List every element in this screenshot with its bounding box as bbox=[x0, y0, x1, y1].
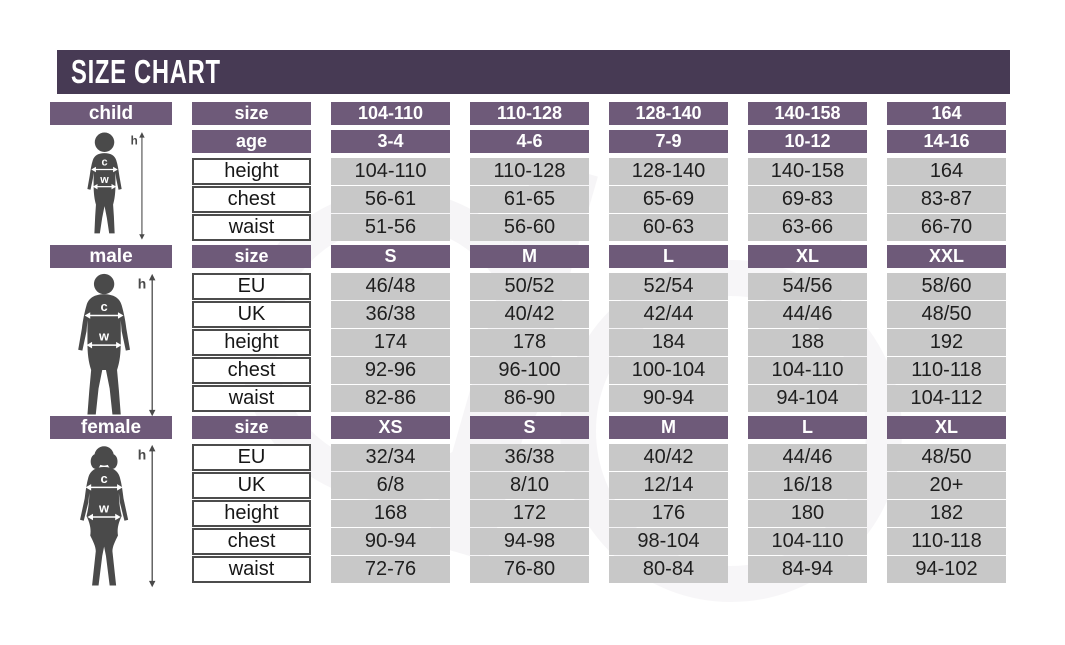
value-cell: 80-84 bbox=[609, 556, 728, 583]
value-cell: 48/50 bbox=[887, 444, 1006, 471]
header-cell: L bbox=[609, 245, 728, 268]
height-arrow-label: h bbox=[137, 275, 146, 292]
value-cell: 104-110 bbox=[748, 528, 867, 555]
height-arrow-label: h bbox=[137, 446, 146, 463]
value-cell: 94-98 bbox=[470, 528, 589, 555]
value-cell: 168 bbox=[331, 500, 450, 527]
value-cell: 42/44 bbox=[609, 301, 728, 328]
value-cell: 90-94 bbox=[331, 528, 450, 555]
value-cell: 94-102 bbox=[887, 556, 1006, 583]
value-cell: 65-69 bbox=[609, 186, 728, 213]
value-cell: 100-104 bbox=[609, 357, 728, 384]
value-cell: 60-63 bbox=[609, 214, 728, 241]
header-cell: 110-128 bbox=[470, 102, 589, 125]
value-cell: 98-104 bbox=[609, 528, 728, 555]
value-cell: 20+ bbox=[887, 472, 1006, 499]
value-cell: 63-66 bbox=[748, 214, 867, 241]
table-row-EU bbox=[192, 444, 1006, 467]
header-cell: 104-110 bbox=[331, 102, 450, 125]
value-cell: 182 bbox=[887, 500, 1006, 527]
value-cell: 36/38 bbox=[470, 444, 589, 471]
value-cell: 110-118 bbox=[887, 357, 1006, 384]
value-cell: 104-112 bbox=[887, 385, 1006, 412]
row-label-waist: waist bbox=[192, 556, 311, 583]
row-label-size: size bbox=[192, 102, 311, 125]
value-cell: 58/60 bbox=[887, 273, 1006, 300]
value-cell: 84-94 bbox=[748, 556, 867, 583]
header-cell: 128-140 bbox=[609, 102, 728, 125]
table-row-size bbox=[192, 416, 1006, 439]
value-cell: 92-96 bbox=[331, 357, 450, 384]
header-cell: XS bbox=[331, 416, 450, 439]
height-arrow-label: h bbox=[130, 134, 138, 148]
value-cell: 69-83 bbox=[748, 186, 867, 213]
value-cell: 16/18 bbox=[748, 472, 867, 499]
table-row-height bbox=[192, 329, 1006, 352]
section-male bbox=[50, 245, 1006, 420]
value-cell: 52/54 bbox=[609, 273, 728, 300]
header-cell: 164 bbox=[887, 102, 1006, 125]
table-row-chest bbox=[192, 186, 1006, 209]
value-cell: 86-90 bbox=[470, 385, 589, 412]
chest-arrow-label: c bbox=[99, 298, 108, 314]
value-cell: 140-158 bbox=[748, 158, 867, 185]
header-cell: 3-4 bbox=[331, 130, 450, 153]
value-cell: 180 bbox=[748, 500, 867, 527]
value-cell: 12/14 bbox=[609, 472, 728, 499]
value-cell: 178 bbox=[470, 329, 589, 356]
header-cell: 14-16 bbox=[887, 130, 1006, 153]
value-cell: 76-80 bbox=[470, 556, 589, 583]
waist-arrow-label: w bbox=[98, 500, 109, 516]
value-cell: 32/34 bbox=[331, 444, 450, 471]
section-left-column bbox=[50, 245, 172, 420]
waist-arrow-label: w bbox=[98, 328, 109, 344]
value-cell: 188 bbox=[748, 329, 867, 356]
row-label-height: height bbox=[192, 329, 311, 356]
chest-arrow-label: c bbox=[99, 470, 108, 486]
table-row-waist bbox=[192, 385, 1006, 408]
value-cell: 96-100 bbox=[470, 357, 589, 384]
header-cell: L bbox=[748, 416, 867, 439]
value-cell: 164 bbox=[887, 158, 1006, 185]
table-row-size bbox=[192, 102, 1006, 125]
value-cell: 174 bbox=[331, 329, 450, 356]
row-label-chest: chest bbox=[192, 357, 311, 384]
row-label-waist: waist bbox=[192, 214, 311, 241]
value-cell: 184 bbox=[609, 329, 728, 356]
header-cell: 4-6 bbox=[470, 130, 589, 153]
header-cell: 140-158 bbox=[748, 102, 867, 125]
child-silhouette-icon bbox=[64, 129, 158, 242]
section-left-column bbox=[50, 102, 172, 242]
value-cell: 82-86 bbox=[331, 385, 450, 412]
value-cell: 66-70 bbox=[887, 214, 1006, 241]
header-cell: S bbox=[470, 416, 589, 439]
row-label-size: size bbox=[192, 416, 311, 439]
section-left-column bbox=[50, 416, 172, 591]
table-row-waist bbox=[192, 556, 1006, 579]
value-cell: 56-60 bbox=[470, 214, 589, 241]
header-cell: M bbox=[609, 416, 728, 439]
value-cell: 48/50 bbox=[887, 301, 1006, 328]
value-cell: 46/48 bbox=[331, 273, 450, 300]
value-cell: 192 bbox=[887, 329, 1006, 356]
title-bar bbox=[57, 50, 1010, 94]
page-title: SIZE CHART bbox=[71, 53, 221, 90]
value-cell: 50/52 bbox=[470, 273, 589, 300]
value-cell: 172 bbox=[470, 500, 589, 527]
header-cell: XL bbox=[748, 245, 867, 268]
row-label-EU: EU bbox=[192, 444, 311, 471]
table-row-age bbox=[192, 130, 1006, 153]
value-cell: 8/10 bbox=[470, 472, 589, 499]
row-label-EU: EU bbox=[192, 273, 311, 300]
header-cell: M bbox=[470, 245, 589, 268]
value-cell: 90-94 bbox=[609, 385, 728, 412]
value-cell: 44/46 bbox=[748, 444, 867, 471]
table-row-UK bbox=[192, 301, 1006, 324]
value-cell: 104-110 bbox=[331, 158, 450, 185]
value-cell: 36/38 bbox=[331, 301, 450, 328]
value-cell: 54/56 bbox=[748, 273, 867, 300]
value-cell: 94-104 bbox=[748, 385, 867, 412]
row-label-chest: chest bbox=[192, 528, 311, 555]
value-cell: 51-56 bbox=[331, 214, 450, 241]
row-label-waist: waist bbox=[192, 385, 311, 412]
row-label-size: size bbox=[192, 245, 311, 268]
value-cell: 6/8 bbox=[331, 472, 450, 499]
value-cell: 128-140 bbox=[609, 158, 728, 185]
row-label-height: height bbox=[192, 158, 311, 185]
row-label-height: height bbox=[192, 500, 311, 527]
table-row-waist bbox=[192, 214, 1006, 237]
table-row-height bbox=[192, 158, 1006, 181]
row-label-chest: chest bbox=[192, 186, 311, 213]
section-rows bbox=[192, 416, 1006, 591]
section-label-child: child bbox=[50, 102, 172, 125]
value-cell: 72-76 bbox=[331, 556, 450, 583]
header-cell: XXL bbox=[887, 245, 1006, 268]
section-female bbox=[50, 416, 1006, 591]
row-label-age: age bbox=[192, 130, 311, 153]
value-cell: 40/42 bbox=[470, 301, 589, 328]
section-label-female: female bbox=[50, 416, 172, 439]
value-cell: 83-87 bbox=[887, 186, 1006, 213]
header-cell: S bbox=[331, 245, 450, 268]
section-child bbox=[50, 102, 1006, 242]
female-silhouette-icon bbox=[56, 443, 167, 591]
table-row-UK bbox=[192, 472, 1006, 495]
value-cell: 40/42 bbox=[609, 444, 728, 471]
row-label-UK: UK bbox=[192, 472, 311, 499]
header-cell: 10-12 bbox=[748, 130, 867, 153]
value-cell: 44/46 bbox=[748, 301, 867, 328]
value-cell: 110-128 bbox=[470, 158, 589, 185]
male-silhouette-icon bbox=[56, 272, 167, 420]
table-row-height bbox=[192, 500, 1006, 523]
table-row-chest bbox=[192, 357, 1006, 380]
section-rows bbox=[192, 102, 1006, 242]
section-rows bbox=[192, 245, 1006, 420]
value-cell: 104-110 bbox=[748, 357, 867, 384]
chest-arrow-label: c bbox=[101, 156, 108, 169]
waist-arrow-label: w bbox=[100, 173, 109, 186]
section-label-male: male bbox=[50, 245, 172, 268]
table-row-chest bbox=[192, 528, 1006, 551]
value-cell: 56-61 bbox=[331, 186, 450, 213]
row-label-UK: UK bbox=[192, 301, 311, 328]
header-cell: 7-9 bbox=[609, 130, 728, 153]
header-cell: XL bbox=[887, 416, 1006, 439]
value-cell: 176 bbox=[609, 500, 728, 527]
table-row-EU bbox=[192, 273, 1006, 296]
value-cell: 110-118 bbox=[887, 528, 1006, 555]
table-row-size bbox=[192, 245, 1006, 268]
value-cell: 61-65 bbox=[470, 186, 589, 213]
